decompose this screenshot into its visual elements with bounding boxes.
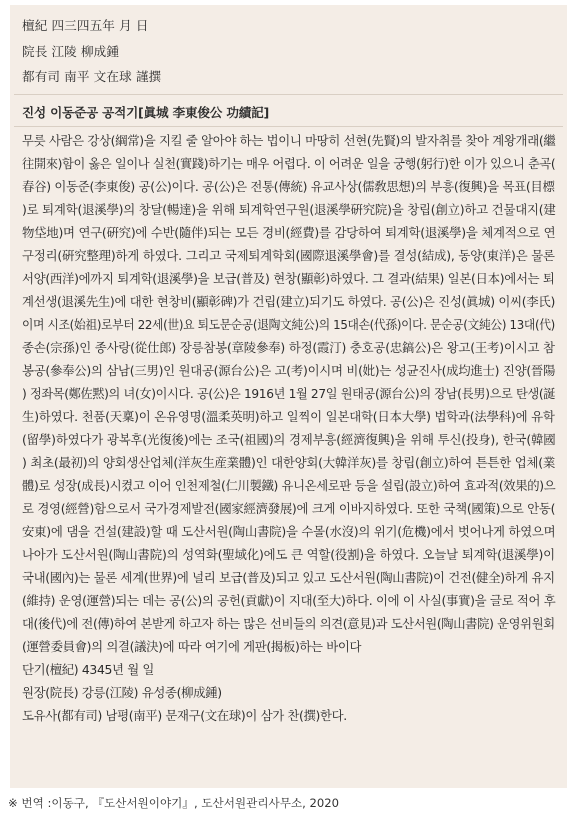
- body-line: 安東)에 댐을 건설(建設)할 때 도산서원(陶山書院)을 수몰(水沒)의 위기(危機)에서 벗어나게 하였으며: [22, 524, 556, 539]
- body-line: ) 정좌목(鄭佐黙)의 녀(女)이시다. 공(公)은 1916년 1월 27일 원태공(源台公)의 장남(長男)으로 탄생(誕: [22, 386, 556, 401]
- body-line: 대(後代)에 전(傳)하여 본받게 하고자 하는 많은 선비들의 의견(意見)과 도산서원(陶山書院) 운영위원회: [22, 616, 555, 631]
- body-line: (留學)하였다가 광복후(光復後)에는 조국(祖國)의 경제부흥(經濟復興)을 위해 투신(投身), 한국(韓國: [22, 432, 556, 447]
- body-line: 국내(國內)는 물론 세계(世界)에 널리 보급(普及)되고 있고 도산서원(陶山書院)이 건전(健全)하게 유지: [22, 570, 555, 585]
- body-line: 나아가 도산서원(陶山書院)의 성역화(聖域化)에도 큰 역할(役割)을 하였다. 오늘날 퇴계학(退溪學)이: [22, 547, 555, 562]
- document-title: 진성 이동준공 공적기[眞城 李東俊公 功績記]: [22, 105, 270, 120]
- body-line: 무릇 사람은 강상(綱常)을 지킬 줄 알아야 하는 법이니 마땅히 선현(先賢)의 발자취를 찾아 계왕개래(繼: [22, 133, 556, 148]
- body-line: 로 경영(經營)함으로서 국가경제발전(國家經濟發展)에 크게 이바지하였다. 또한 국책(國策)으로 안동(: [22, 501, 556, 516]
- body-line: 往開來)함이 옳은 일이나 실천(實踐)하기는 매우 어렵다. 이 어려운 일을 궁행(躬行)한 이가 있으니 춘곡(: [22, 156, 556, 171]
- closing-director: 원장(院長) 강릉(江陵) 유성종(柳成鍾): [22, 685, 222, 700]
- body-line: 계선생(退溪先生)에 대한 현창비(顯彰碑)가 건립(建立)되기도 하였다. 공(公)은 진성(眞城) 이씨(李氏): [22, 294, 556, 309]
- closing-date: 단기(檀紀) 4345년 월 일: [22, 662, 155, 677]
- header-line-author: 都有司 南平 文在球 謹撰: [22, 69, 162, 84]
- header-divider: [14, 94, 563, 95]
- body-line: ) 최초(最初)의 양회생산업체(洋灰生産業體)인 대한양회(大韓洋灰)를 창립(創立)하여 튼튼한 업체(業: [22, 455, 555, 470]
- closing-author: 도유사(都有司) 남평(南平) 문재구(文在球)이 삼가 찬(撰)한다.: [22, 708, 347, 723]
- body-line: 서양(西洋)에까지 퇴계학(退溪學)을 보급(普及) 현창(顯彰)하였다. 그 결과(結果) 일본(日本)에서는 퇴: [22, 271, 555, 286]
- body-line: 生)하였다. 천품(天稟)이 온유영명(溫柔英明)하고 일찍이 일본대학(日本大學) 법학과(法學科)에 유학: [22, 409, 555, 424]
- body-line: 종손(宗孫)인 종사랑(從仕郎) 장릉참봉(章陵參奉) 하정(霞汀) 충호공(忠鎬公)은 왕고(王考)이시고 참: [22, 340, 555, 355]
- document-panel: [10, 5, 567, 788]
- header-line-director: 院長 江陵 柳成鍾: [22, 44, 120, 59]
- body-line: 春谷) 이동준(李東俊) 공(公)이다. 공(公)은 전통(傳統) 유교사상(儒敎思想)의 부흥(復興)을 목표(目標: [22, 179, 555, 194]
- body-line: 體)로 성장(成長)시켰고 이어 인천제철(仁川製鐵) 유니온세로판 등을 설립(設立)하여 효과적(效果的)으: [22, 478, 556, 493]
- header-line-date: 檀紀 四三四五年 月 日: [22, 18, 149, 33]
- body-line: (維持) 운영(運營)되는 데는 공(公)의 공헌(貢獻)이 지대(至大)하다. 이에 이 사실(事實)을 글로 적어 후: [22, 593, 556, 608]
- title-divider: [14, 126, 563, 127]
- body-line: 봉공(參奉公)의 삼남(三男)인 원대공(源台公)은 고(考)이시며 비(妣)는 성균진사(成均進士) 진양(晉陽: [22, 363, 556, 378]
- source-footnote: ※ 번역 :이동구, 『도산서원이야기』, 도산서원관리사무소, 2020: [8, 796, 339, 810]
- body-line: )로 퇴계학(退溪學)의 창달(暢達)을 위해 퇴계학연구원(退溪學硏究院)을 창립(創立)하고 건물대지(建: [22, 202, 556, 217]
- body-line: 구정리(硏究整理)하게 하였다. 그리고 국제퇴계학회(國際退溪學會)를 결성(結成), 동양(東洋)은 물론: [22, 248, 555, 263]
- body-line: (運營委員會)의 의결(議決)에 따라 여기에 게판(揭板)하는 바이다: [22, 639, 362, 654]
- body-line: 이며 시조(始祖)로부터 22세(世)요 퇴도문순공(退陶文純公)의 15대손(代孫)이다. 문순공(文純公) 13대(代): [22, 317, 555, 332]
- body-line: 物垈地)며 연구(硏究)에 수반(隨伴)되는 모든 경비(經費)를 감당하여 퇴계학(退溪學)을 체계적으로 연: [22, 225, 556, 240]
